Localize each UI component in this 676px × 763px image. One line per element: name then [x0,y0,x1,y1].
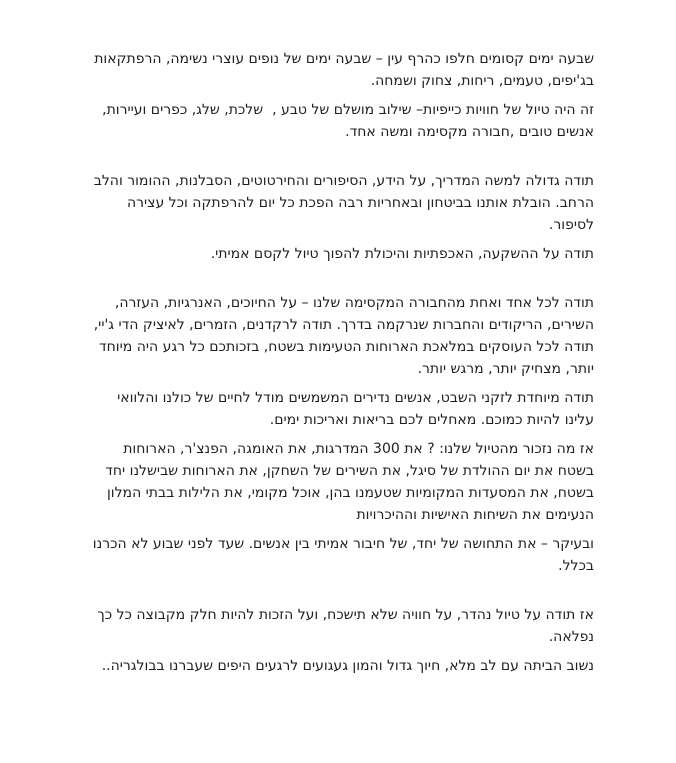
paragraph: תודה לכל אחד ואחת מהחבורה המקסימה שלנו – על החיוכים, האנרגיות, העזרה, השירים, הריקודים והחברות שנרקמה בדרך. תודה לרקדנים, הזמרים, לאיציק הדי ג'יי, תודה לכל העוסקים במלאכת הארוחות הטעימות בשטח, בזכותכם כל רגע היה מיוחד יותר, מצחיק יותר, מרגש יותר. [84,295,594,377]
document-body [86,48,594,677]
paragraph: תודה על ההשקעה, האכפתיות והיכולת להפוך טיול לקסם אמיתי. [210,246,594,262]
paragraph: תודה מיוחדת לזקני השבט, אנשים נדירים המשמשים מודל לחיים של כולנו והלוואי עלינו להיות כמוכם. מאחלים לכם בריאות ואריכות ימים. [112,390,594,428]
paragraph: תודה גדולה למשה המדריך, על הידע, הסיפורים והחירטוטים, הסבלנות, ההומור והלב הרחב. הובלת אותנו בביטחון ובאחריות רבה הפכת כל יום להרפתקה וכל עצירה לסיפור. [89,173,594,233]
paragraph: זה היה טיול של חוויות כייפיות– שילוב מושלם של טבע , שלכת, שלג, כפרים ועיירות, אנשים טובים ,חבורה מקסימה ומשה אחד. [97,102,594,140]
paragraph: נשוב הביתה עם לב מלא, חיוך גדול והמון געגועים לרגעים היפים שעברנו בבולגריה.. [101,658,594,674]
paragraph: אז תודה על טיול נהדר, על חוויה שלא תישכח, ועל הזכות להיות חלק מקבוצה כל כך נפלאה. [92,607,594,645]
paragraph: ובעיקר – את התחושה של יחד, של חיבור אמיתי בין אנשים. שעד לפני שבוע לא הכרנו בכלל. [88,536,594,574]
paragraph: שבעה ימים קסומים חלפו כהרף עין – שבעה ימים של נופים עוצרי נשימה, הרפתקאות בג'יפים, טעמים, ריחות, צחוק ושמחה. [89,51,594,89]
paragraph: אז מה נזכור מהטיול שלנו: ? את 300 המדרגות, את האומגה, הפנצ'ר, הארוחות בשטח את יום ההולדת של סיגל, את השירים של השחקן, את הארוחות שבישלנו יחד בשטח, את המסעדות המקומיות שטעמנו בהן, אוכל מקומי, את הלילות בבתי המלון הנעימים את השיחות האישיות וההיכרויות [100,441,594,523]
